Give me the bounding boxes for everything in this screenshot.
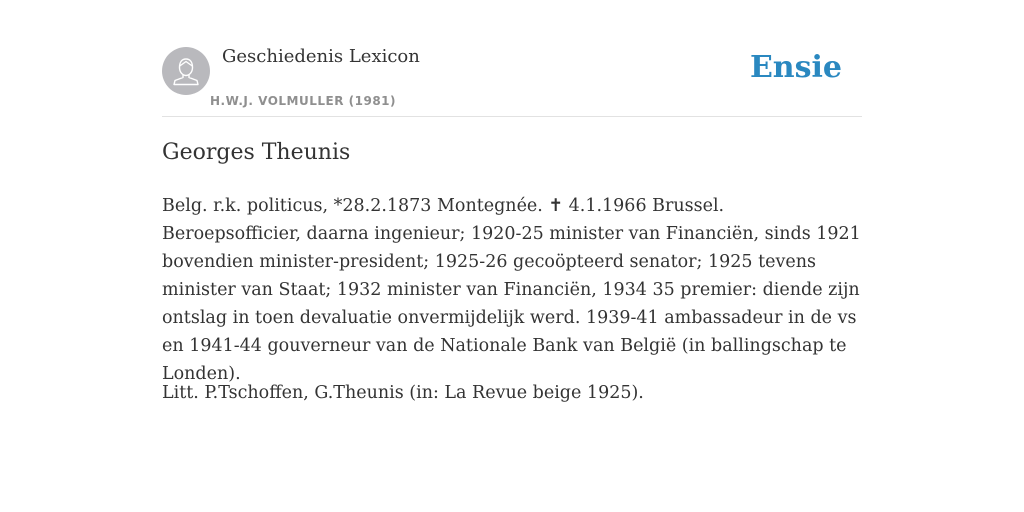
- brand-logo[interactable]: Ensie: [749, 50, 842, 85]
- entry-literature: Litt. P.Tschoffen, G.Theunis (in: La Revue beige 1925).: [162, 383, 644, 403]
- entry-header: [162, 44, 862, 117]
- author-avatar: [162, 47, 210, 95]
- user-silhouette-icon: [162, 47, 210, 95]
- entry-body: Belg. r.k. politicus, *28.2.1873 Montegnée. ✝ 4.1.1966 Brussel. Beroepsofficier, daarna ingenieur; 1920-25 minister van Financiën, sinds 1921 bovendien minister-president; 1925-26 gecoöpteerd senator; 1925 tevens minister van Staat; 1932 minister van Financiën, 1934 35 premier: diende zijn ontslag in toen devaluatie onvermijdelijk werd. 1939-41 ambassadeur in de vs en 1941-44 gouverneur van de Nationale Bank van België (in ballingschap te Londen).: [162, 196, 861, 384]
- source-title[interactable]: Geschiedenis Lexicon: [222, 46, 420, 67]
- entry-title: Georges Theunis: [162, 140, 351, 165]
- author-name[interactable]: H.W.J. VOLMULLER (1981): [210, 94, 397, 108]
